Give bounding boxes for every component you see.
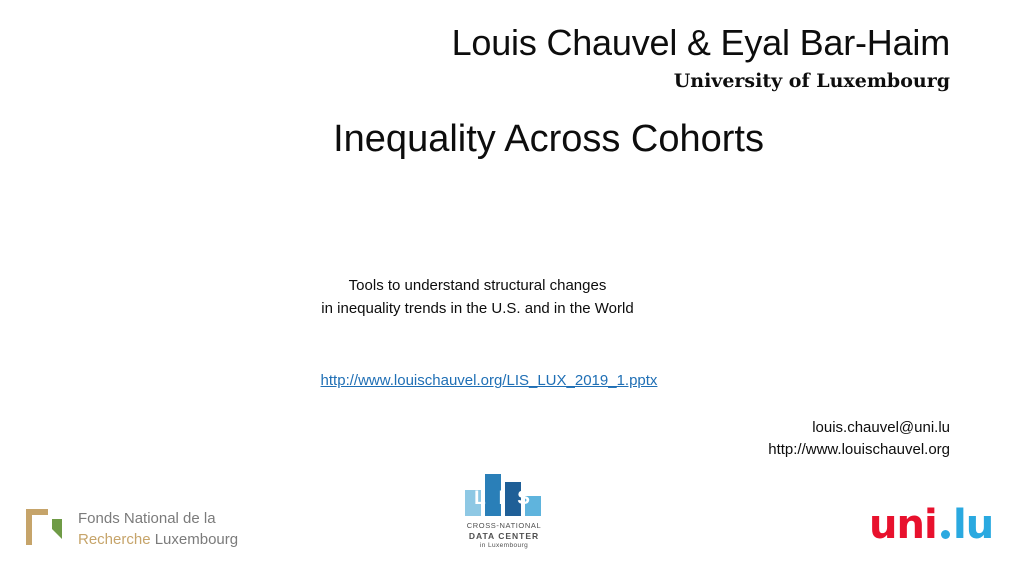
- contact-email: louis.chauvel@uni.lu: [812, 419, 950, 436]
- contact-website: http://www.louischauvel.org: [768, 441, 950, 458]
- subtitle-line-2: in inequality trends in the U.S. and in the World: [321, 300, 634, 317]
- deck-link-container: [0, 372, 978, 389]
- fnr-line-2-accent: Recherche: [78, 531, 151, 548]
- lis-logo: [452, 474, 556, 566]
- lis-sub-line-1: CROSS-NATIONAL: [466, 521, 542, 530]
- fnr-line-1: Fonds National de la: [78, 510, 216, 527]
- uni-lu-logo: [869, 502, 1004, 550]
- page-title: Inequality Across Cohorts: [333, 118, 764, 160]
- deck-download-link[interactable]: http://www.louischauvel.org/LIS_LUX_2019_1.pptx: [320, 372, 658, 389]
- lis-subtitle: [452, 521, 556, 551]
- authors-heading: Louis Chauvel & Eyal Bar-Haim: [451, 22, 950, 63]
- subtitle-line-1: Tools to understand structural changes: [348, 277, 607, 294]
- contact-block: [768, 417, 950, 461]
- fnr-logo-text: [78, 508, 238, 550]
- affiliation-text: University of Luxembourg: [673, 70, 950, 92]
- fnr-mark-icon: [22, 505, 66, 549]
- lis-bars-icon: [465, 474, 543, 516]
- lis-sub-line-2: DATA CENTER: [468, 531, 540, 541]
- lis-letters: L I S: [474, 488, 534, 509]
- uni-word: uni: [869, 502, 937, 548]
- fnr-logo: [22, 500, 252, 556]
- uni-dot-icon: [941, 530, 950, 539]
- fnr-line-2: [78, 529, 238, 550]
- lu-word: lu: [953, 502, 994, 548]
- subtitle-block: [0, 274, 955, 320]
- fnr-line-2-rest: Luxembourg: [150, 531, 239, 548]
- lis-sub-line-3: in Luxembourg: [479, 542, 529, 549]
